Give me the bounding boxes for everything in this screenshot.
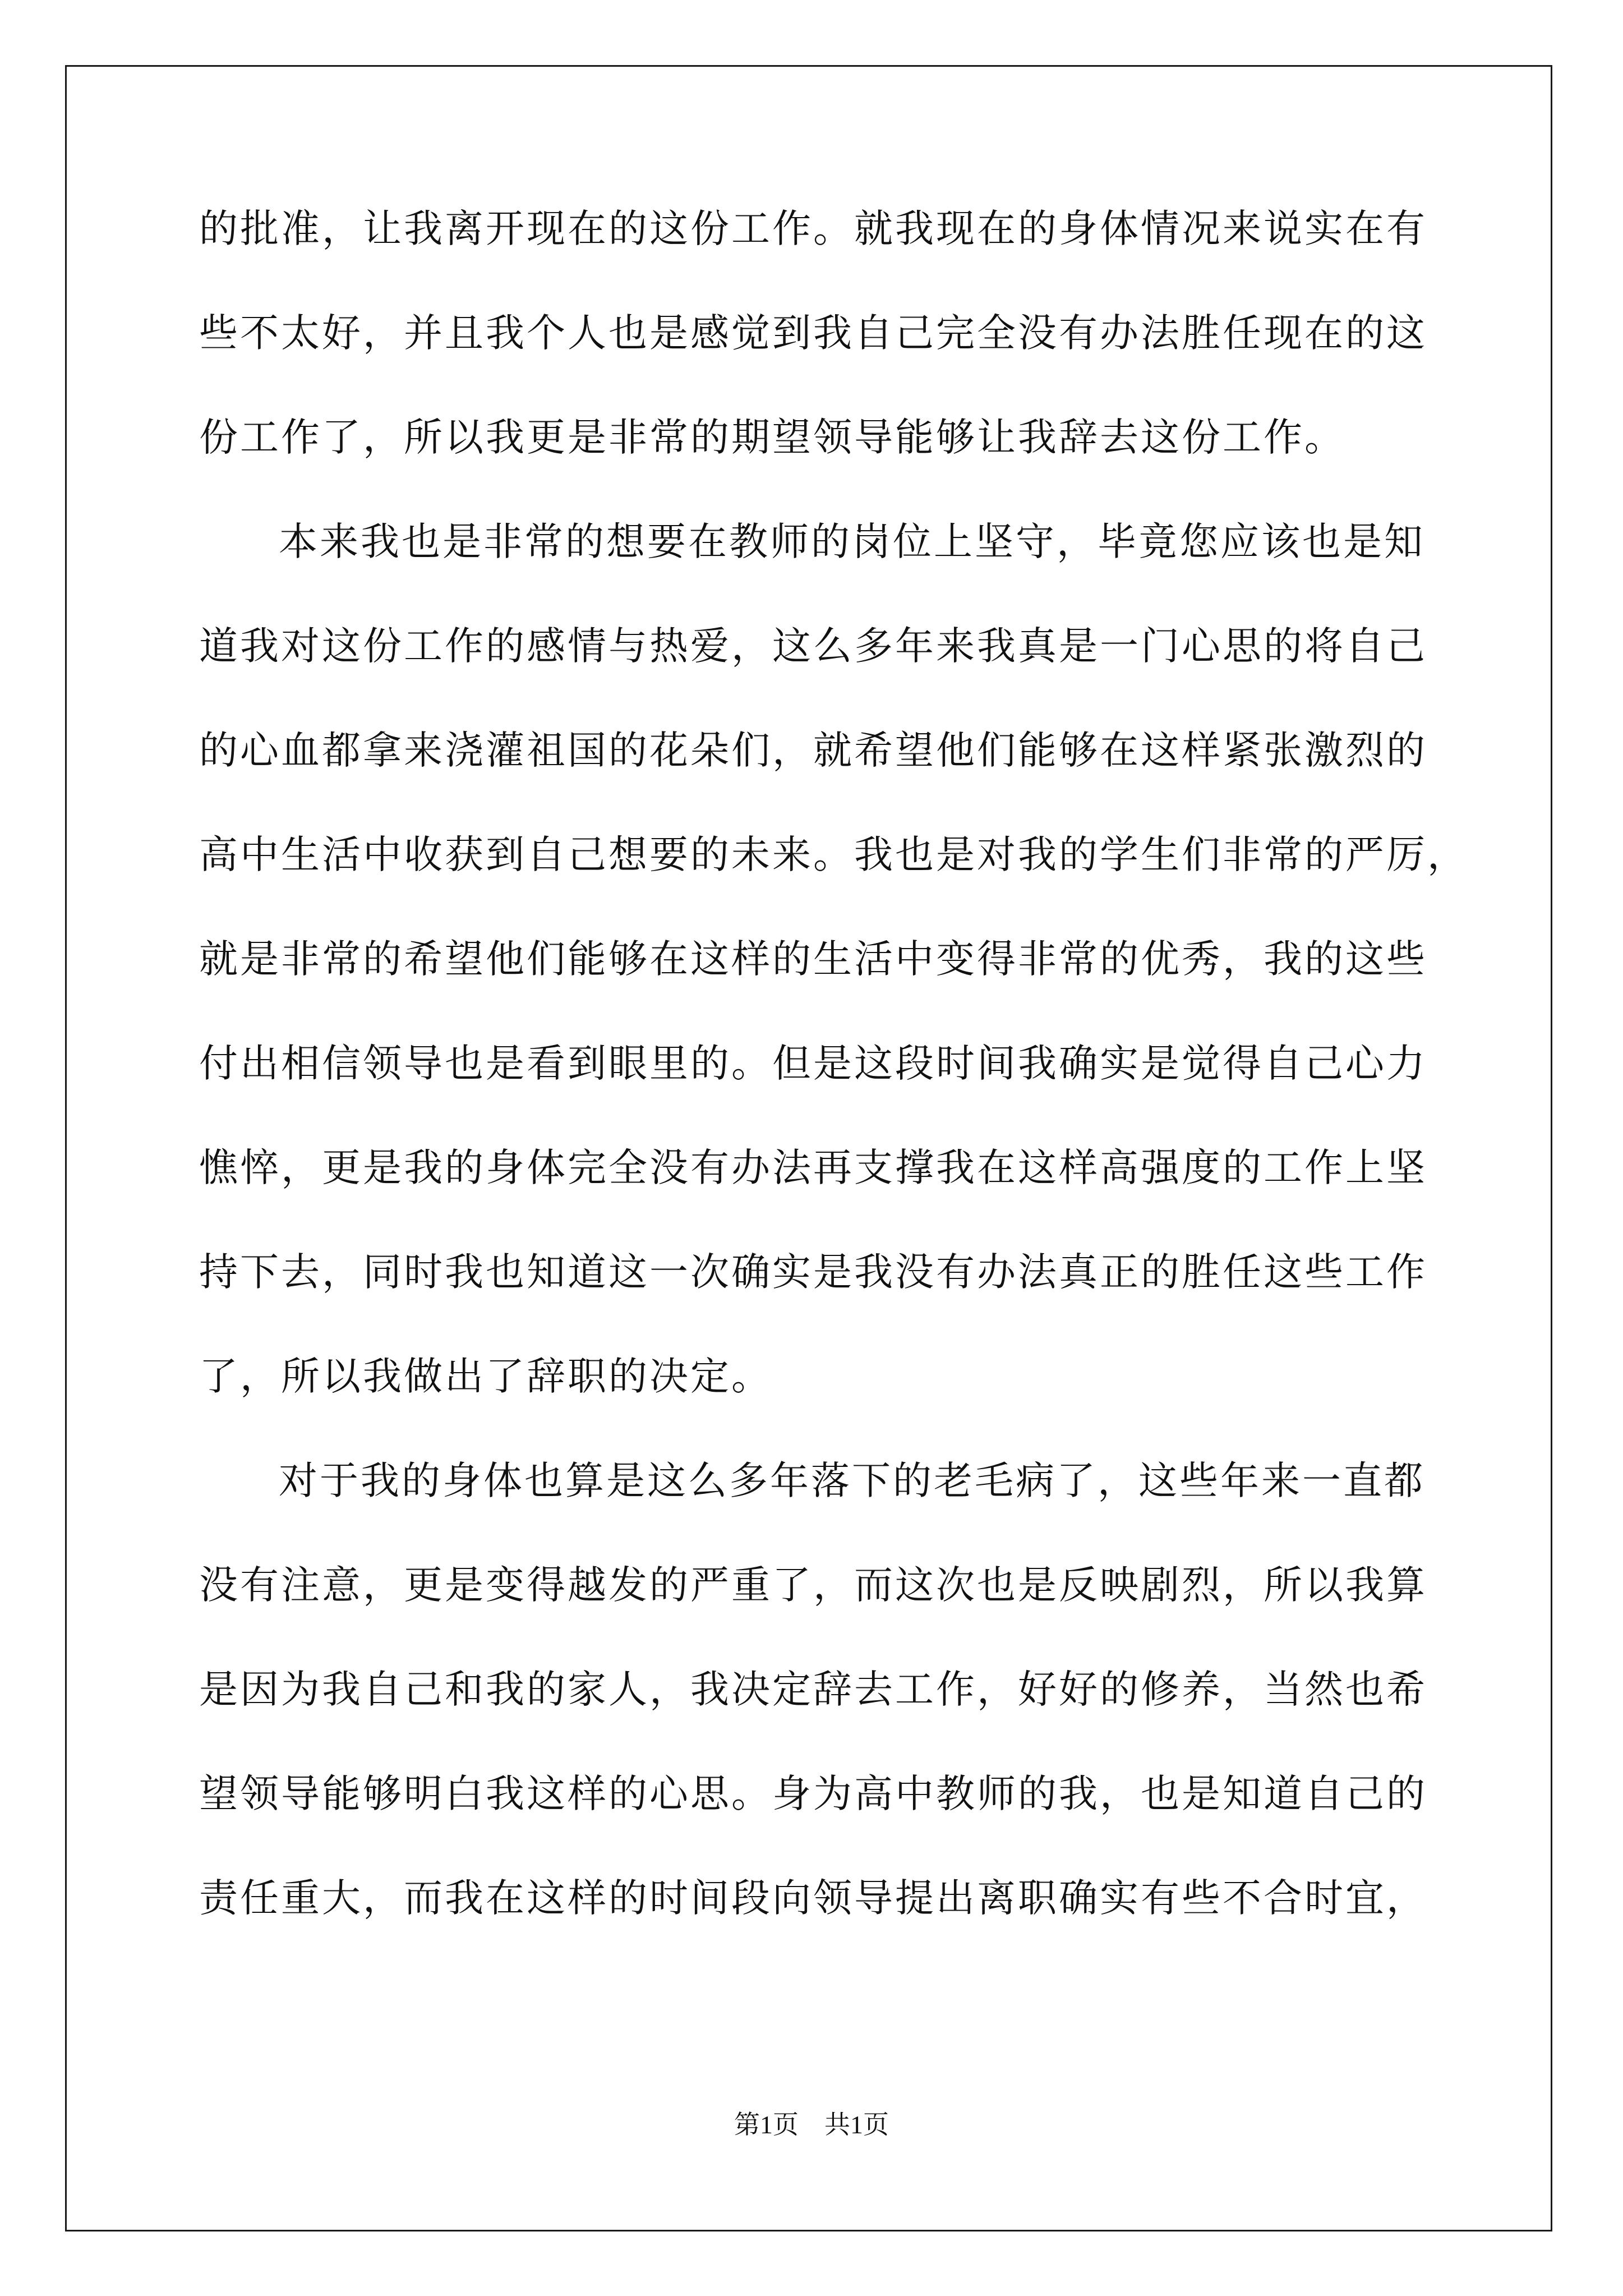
- text-line-indented: 本来我也是非常的想要在教师的岗位上坚守，毕竟您应该也是知: [279, 519, 1425, 564]
- text-line: 没有注意，更是变得越发的严重了，而这次也是反映剧烈，所以我算: [199, 1563, 1427, 1608]
- text-line: 的心血都拿来浇灌祖国的花朵们，就希望他们能够在这样紧张激烈的: [199, 728, 1427, 773]
- text-line: 道我对这份工作的感情与热爱，这么多年来我真是一门心思的将自己: [199, 624, 1427, 669]
- text-line: 些不太好，并且我个人也是感觉到我自己完全没有办法胜任现在的这: [199, 311, 1427, 356]
- text-line: 持下去，同时我也知道这一次确实是我没有办法真正的胜任这些工作: [199, 1250, 1427, 1295]
- text-line: 是因为我自己和我的家人，我决定辞去工作，好好的修养，当然也希: [199, 1667, 1427, 1712]
- text-line: 就是非常的希望他们能够在这样的生活中变得非常的优秀，我的这些: [199, 937, 1427, 982]
- text-line: 高中生活中收获到自己想要的未来。我也是对我的学生们非常的严厉，: [199, 832, 1468, 877]
- text-line: 望领导能够明白我这样的心思。身为高中教师的我，也是知道自己的: [199, 1772, 1427, 1816]
- page-number-footer: 第1页 共1页: [734, 2110, 889, 2139]
- document-body: [199, 203, 1468, 1977]
- text-line: 付出相信领导也是看到眼里的。但是这段时间我确实是觉得自己心力: [199, 1041, 1427, 1086]
- text-line-indented: 对于我的身体也算是这么多年落下的老毛病了，这些年来一直都: [279, 1458, 1425, 1503]
- text-line: 憔悴，更是我的身体完全没有办法再支撑我在这样高强度的工作上坚: [199, 1145, 1427, 1190]
- text-line: 份工作了，所以我更是非常的期望领导能够让我辞去这份工作。: [199, 415, 1345, 460]
- text-line: 责任重大，而我在这样的时间段向领导提出离职确实有些不合时宜，: [199, 1876, 1427, 1921]
- text-line: 的批准，让我离开现在的这份工作。就我现在的身体情况来说实在有: [199, 206, 1427, 251]
- text-line: 了，所以我做出了辞职的决定。: [199, 1354, 772, 1399]
